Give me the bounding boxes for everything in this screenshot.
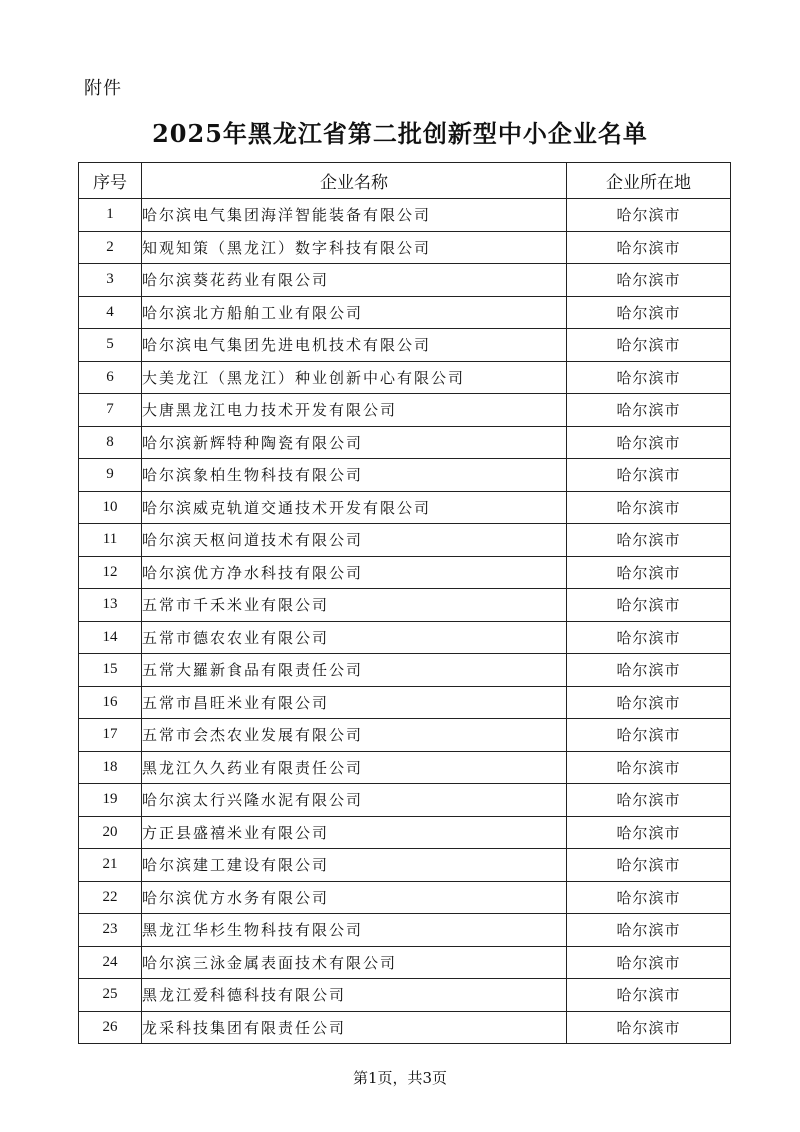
row-company-name: 五常市昌旺米业有限公司: [142, 686, 567, 719]
row-location: 哈尔滨市: [567, 426, 731, 459]
header-location: 企业所在地: [567, 163, 731, 199]
row-location: 哈尔滨市: [567, 784, 731, 817]
row-company-name: 黑龙江爱科德科技有限公司: [142, 979, 567, 1012]
table-row: [79, 459, 731, 492]
document-title: 2025年黑龙江省第二批创新型中小企业名单: [152, 119, 648, 148]
table-header-row: [79, 163, 731, 199]
table-row: [79, 654, 731, 687]
row-seq: 1: [79, 199, 142, 232]
table-row: [79, 491, 731, 524]
row-company-name: 五常市德农农业有限公司: [142, 621, 567, 654]
row-company-name: 哈尔滨威克轨道交通技术开发有限公司: [142, 491, 567, 524]
row-location: 哈尔滨市: [567, 849, 731, 882]
row-seq: 9: [79, 459, 142, 492]
row-location: 哈尔滨市: [567, 459, 731, 492]
table-row: [79, 556, 731, 589]
row-seq: 20: [79, 816, 142, 849]
enterprise-table: [78, 162, 731, 1044]
attachment-label: 附件: [84, 78, 122, 99]
table-row: [79, 264, 731, 297]
table-row: [79, 296, 731, 329]
row-seq: 16: [79, 686, 142, 719]
row-location: 哈尔滨市: [567, 654, 731, 687]
row-seq: 18: [79, 751, 142, 784]
row-company-name: 龙采科技集团有限责任公司: [142, 1011, 567, 1044]
row-company-name: 哈尔滨北方船舶工业有限公司: [142, 296, 567, 329]
row-company-name: 哈尔滨优方净水科技有限公司: [142, 556, 567, 589]
row-location: 哈尔滨市: [567, 719, 731, 752]
table-row: [79, 361, 731, 394]
table-row: [79, 784, 731, 817]
row-seq: 26: [79, 1011, 142, 1044]
table-row: [79, 881, 731, 914]
header-name: 企业名称: [142, 163, 567, 199]
row-company-name: 哈尔滨太行兴隆水泥有限公司: [142, 784, 567, 817]
row-location: 哈尔滨市: [567, 524, 731, 557]
table-row: [79, 199, 731, 232]
row-location: 哈尔滨市: [567, 231, 731, 264]
row-company-name: 黑龙江久久药业有限责任公司: [142, 751, 567, 784]
table-row: [79, 1011, 731, 1044]
row-location: 哈尔滨市: [567, 686, 731, 719]
table-row: [79, 979, 731, 1012]
table-row: [79, 751, 731, 784]
row-company-name: 哈尔滨天枢问道技术有限公司: [142, 524, 567, 557]
row-seq: 15: [79, 654, 142, 687]
row-location: 哈尔滨市: [567, 589, 731, 622]
row-location: 哈尔滨市: [567, 621, 731, 654]
row-company-name: 哈尔滨象柏生物科技有限公司: [142, 459, 567, 492]
row-location: 哈尔滨市: [567, 199, 731, 232]
table-row: [79, 394, 731, 427]
row-seq: 6: [79, 361, 142, 394]
row-seq: 23: [79, 914, 142, 947]
table-row: [79, 914, 731, 947]
row-seq: 10: [79, 491, 142, 524]
row-location: 哈尔滨市: [567, 979, 731, 1012]
row-seq: 5: [79, 329, 142, 362]
row-seq: 17: [79, 719, 142, 752]
table-row: [79, 589, 731, 622]
row-company-name: 大美龙江（黑龙江）种业创新中心有限公司: [142, 361, 567, 394]
table-row: [79, 621, 731, 654]
table-row: [79, 719, 731, 752]
table-row: [79, 686, 731, 719]
row-seq: 7: [79, 394, 142, 427]
row-company-name: 方正县盛禧米业有限公司: [142, 816, 567, 849]
row-company-name: 哈尔滨电气集团先进电机技术有限公司: [142, 329, 567, 362]
row-seq: 4: [79, 296, 142, 329]
row-company-name: 知观知策（黑龙江）数字科技有限公司: [142, 231, 567, 264]
row-seq: 11: [79, 524, 142, 557]
row-seq: 2: [79, 231, 142, 264]
page-footer: 第1页，共3页: [352, 1069, 448, 1087]
row-location: 哈尔滨市: [567, 881, 731, 914]
header-seq: 序号: [79, 163, 142, 199]
row-company-name: 哈尔滨优方水务有限公司: [142, 881, 567, 914]
row-seq: 13: [79, 589, 142, 622]
row-seq: 14: [79, 621, 142, 654]
table-row: [79, 231, 731, 264]
row-company-name: 哈尔滨三泳金属表面技术有限公司: [142, 946, 567, 979]
row-company-name: 黑龙江华杉生物科技有限公司: [142, 914, 567, 947]
table-row: [79, 849, 731, 882]
row-location: 哈尔滨市: [567, 914, 731, 947]
row-seq: 21: [79, 849, 142, 882]
row-location: 哈尔滨市: [567, 1011, 731, 1044]
row-company-name: 哈尔滨新辉特种陶瓷有限公司: [142, 426, 567, 459]
table-row: [79, 329, 731, 362]
row-location: 哈尔滨市: [567, 491, 731, 524]
row-company-name: 大唐黑龙江电力技术开发有限公司: [142, 394, 567, 427]
table-row: [79, 524, 731, 557]
row-company-name: 哈尔滨葵花药业有限公司: [142, 264, 567, 297]
row-seq: 3: [79, 264, 142, 297]
row-company-name: 五常大羅新食品有限责任公司: [142, 654, 567, 687]
row-company-name: 五常市千禾米业有限公司: [142, 589, 567, 622]
row-seq: 19: [79, 784, 142, 817]
row-location: 哈尔滨市: [567, 816, 731, 849]
table-row: [79, 946, 731, 979]
row-location: 哈尔滨市: [567, 361, 731, 394]
row-company-name: 哈尔滨电气集团海洋智能装备有限公司: [142, 199, 567, 232]
row-location: 哈尔滨市: [567, 296, 731, 329]
row-seq: 22: [79, 881, 142, 914]
row-location: 哈尔滨市: [567, 329, 731, 362]
row-company-name: 五常市会杰农业发展有限公司: [142, 719, 567, 752]
row-seq: 25: [79, 979, 142, 1012]
row-seq: 8: [79, 426, 142, 459]
row-location: 哈尔滨市: [567, 264, 731, 297]
row-seq: 24: [79, 946, 142, 979]
row-seq: 12: [79, 556, 142, 589]
table-body: [79, 199, 731, 1044]
row-location: 哈尔滨市: [567, 556, 731, 589]
row-company-name: 哈尔滨建工建设有限公司: [142, 849, 567, 882]
row-location: 哈尔滨市: [567, 751, 731, 784]
row-location: 哈尔滨市: [567, 946, 731, 979]
table-row: [79, 816, 731, 849]
row-location: 哈尔滨市: [567, 394, 731, 427]
table-row: [79, 426, 731, 459]
